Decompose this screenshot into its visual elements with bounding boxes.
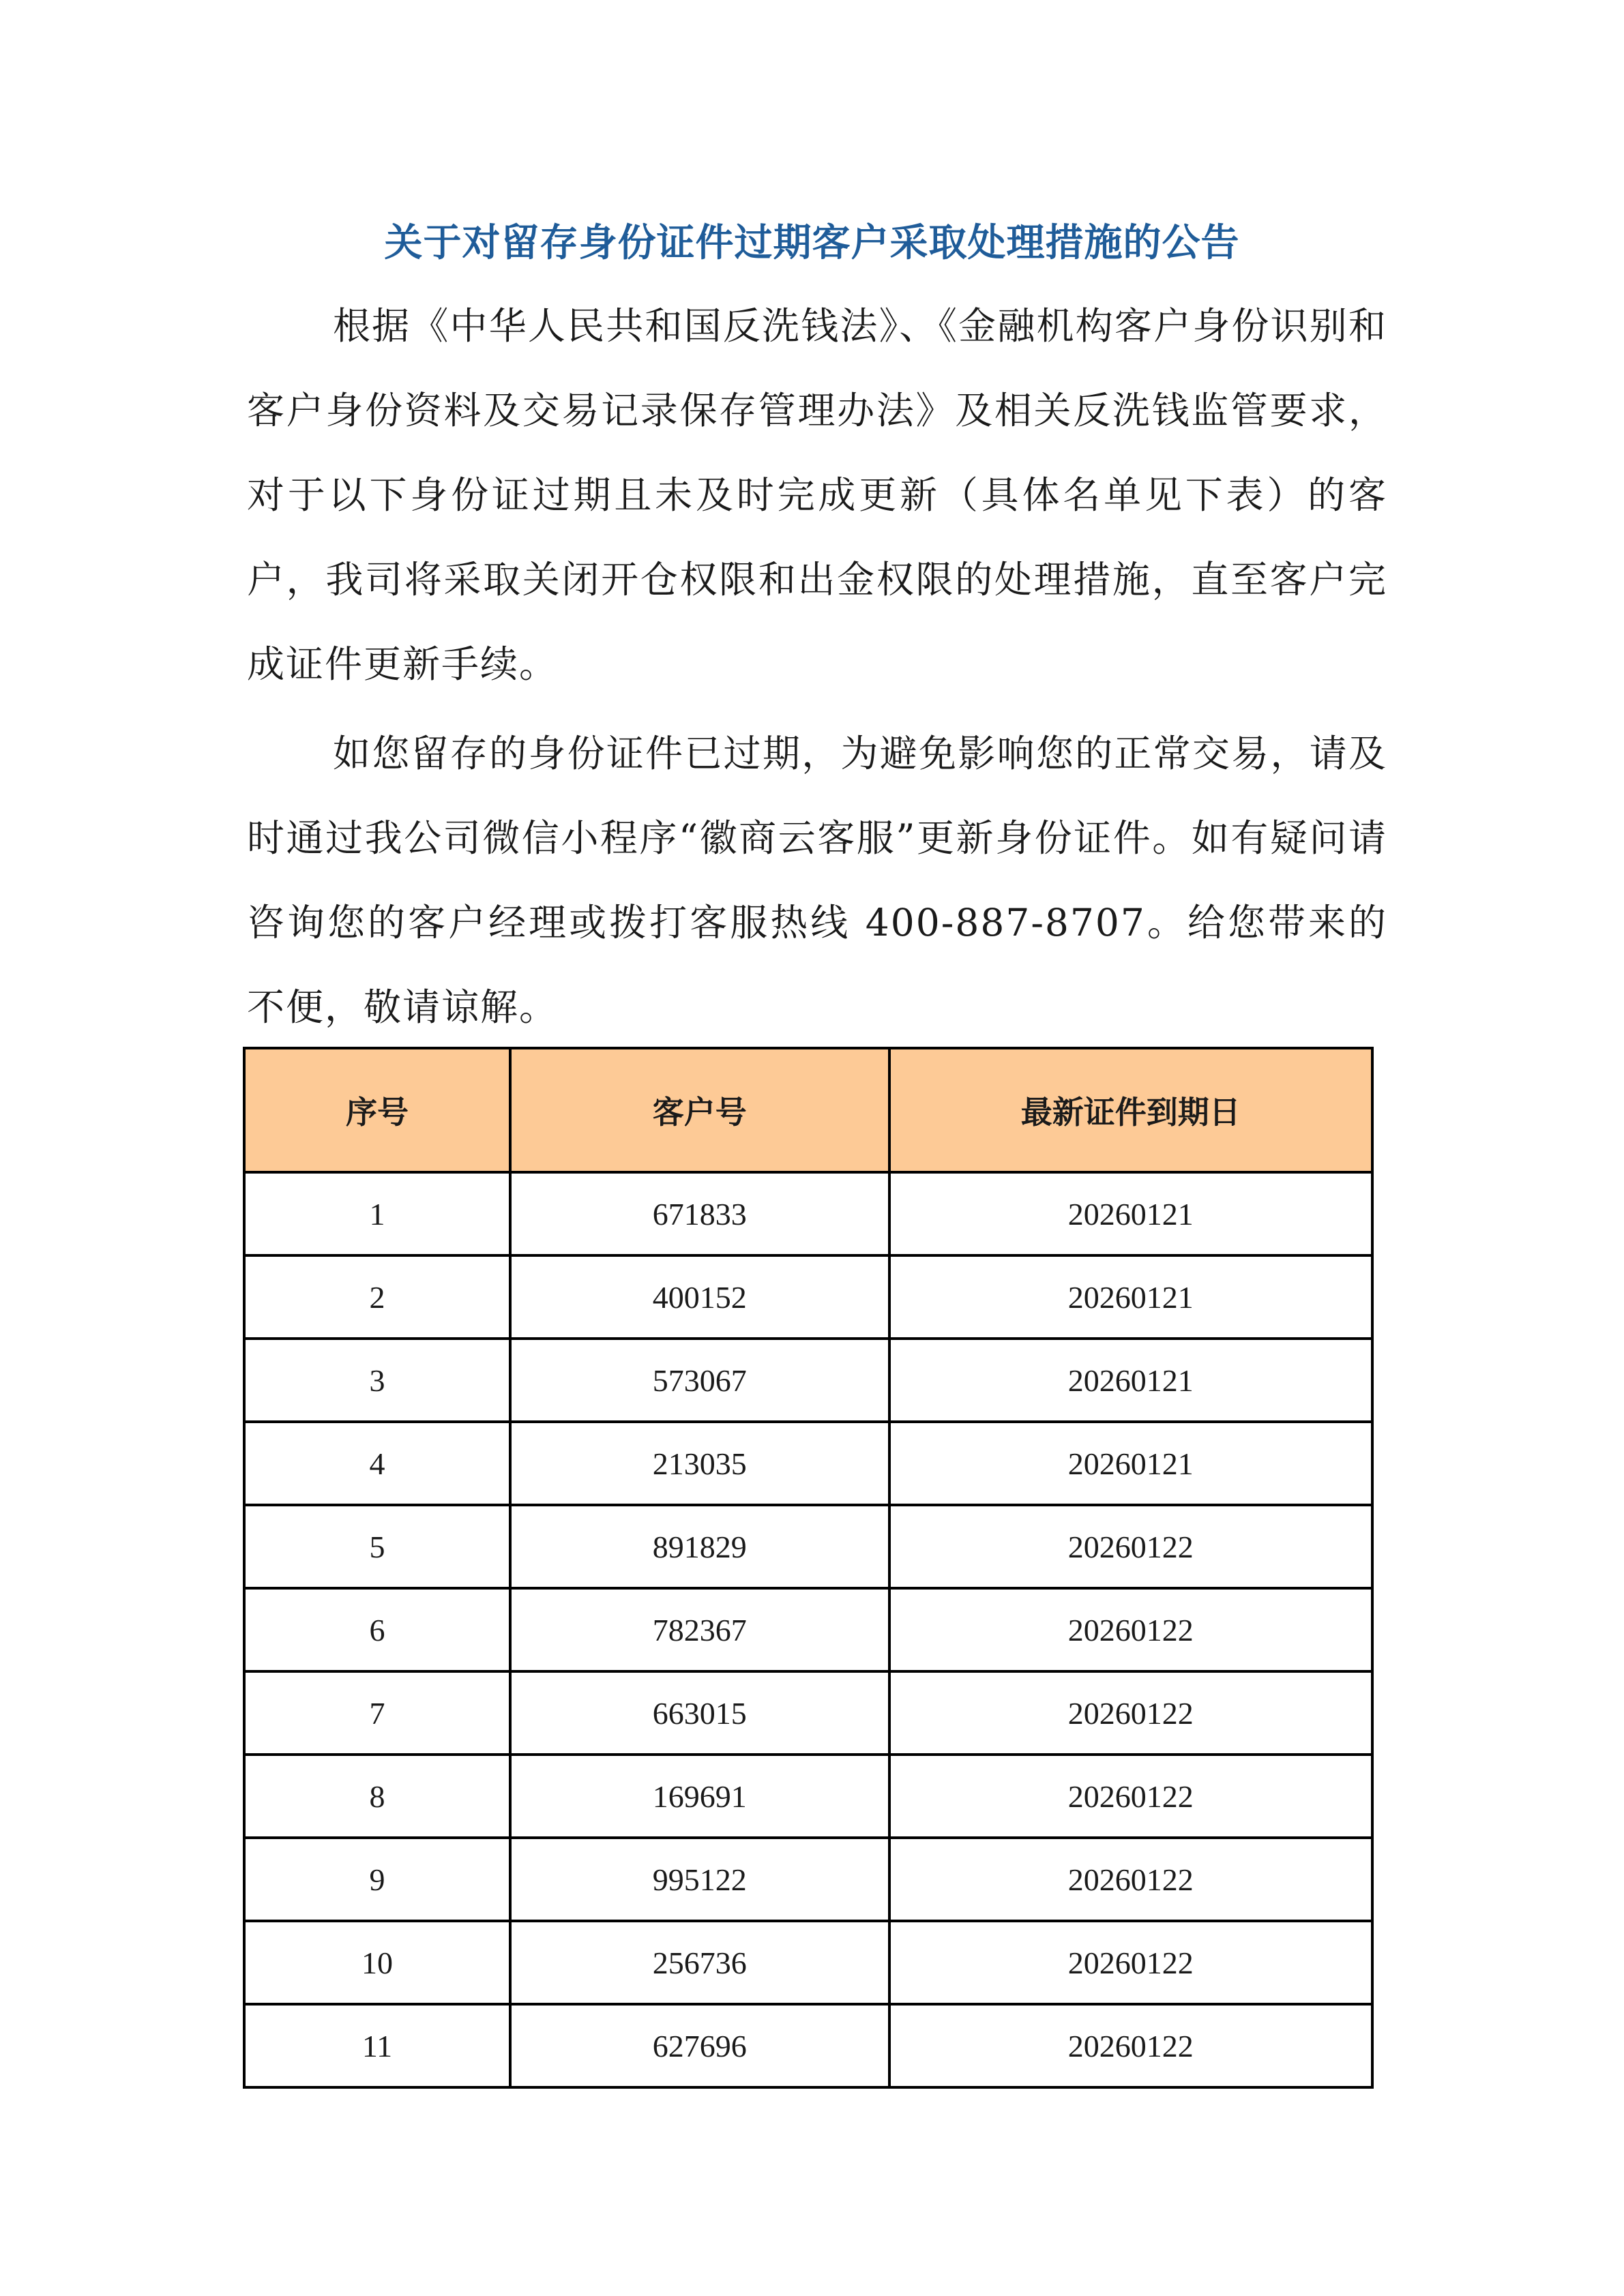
cell-serial: 7	[244, 1671, 510, 1755]
table-row	[244, 1671, 1372, 1755]
table-row	[244, 1588, 1372, 1671]
cell-expiry-date: 20260122	[889, 1671, 1372, 1755]
cell-serial: 11	[244, 2004, 510, 2087]
cell-expiry-date: 20260122	[889, 1505, 1372, 1588]
cell-customer-id: 169691	[510, 1755, 889, 1838]
cell-expiry-date: 20260122	[889, 1588, 1372, 1671]
paragraph-instructions: 如您留存的身份证件已过期，为避免影响您的正常交易，请及时通过我公司微信小程序“徽商云客服”更新身份证件。如有疑问请咨询您的客户经理或拨打客服热线 400-887-8707。给您带来的不便，敬请谅解。	[247, 732, 1387, 1029]
cell-serial: 8	[244, 1755, 510, 1838]
header-id-expiry-date: 最新证件到期日	[889, 1048, 1372, 1172]
table-row	[244, 1339, 1372, 1422]
table-row	[244, 1505, 1372, 1588]
cell-serial: 10	[244, 1921, 510, 2004]
cell-expiry-date: 20260122	[889, 2004, 1372, 2087]
cell-customer-id: 782367	[510, 1588, 889, 1671]
cell-serial: 9	[244, 1838, 510, 1921]
cell-serial: 5	[244, 1505, 510, 1588]
cell-customer-id: 663015	[510, 1671, 889, 1755]
cell-serial: 3	[244, 1339, 510, 1422]
header-customer-id: 客户号	[510, 1048, 889, 1172]
table-row	[244, 1755, 1372, 1838]
cell-serial: 1	[244, 1172, 510, 1255]
table-header-row	[244, 1048, 1372, 1172]
table-row	[244, 1921, 1372, 2004]
cell-expiry-date: 20260121	[889, 1422, 1372, 1505]
announcement-title: 关于对留存身份证件过期客户采取处理措施的公告	[384, 220, 1240, 265]
cell-serial: 2	[244, 1255, 510, 1339]
paragraph-regulation: 根据《中华人民共和国反洗钱法》、《金融机构客户身份识别和客户身份资料及交易记录保存管理办法》及相关反洗钱监管要求，对于以下身份证过期且未及时完成更新（具体名单见下表）的客户，我司将采取关闭开仓权限和出金权限的处理措施，直至客户完成证件更新手续。	[247, 304, 1387, 686]
cell-expiry-date: 20260121	[889, 1172, 1372, 1255]
cell-customer-id: 891829	[510, 1505, 889, 1588]
cell-customer-id: 671833	[510, 1172, 889, 1255]
expired-id-customer-table	[243, 1047, 1374, 2089]
table-row	[244, 1172, 1372, 1255]
cell-expiry-date: 20260121	[889, 1255, 1372, 1339]
cell-customer-id: 256736	[510, 1921, 889, 2004]
cell-expiry-date: 20260122	[889, 1921, 1372, 2004]
cell-customer-id: 213035	[510, 1422, 889, 1505]
table-row	[244, 1422, 1372, 1505]
cell-expiry-date: 20260121	[889, 1339, 1372, 1422]
cell-serial: 4	[244, 1422, 510, 1505]
table-row	[244, 2004, 1372, 2087]
cell-expiry-date: 20260122	[889, 1755, 1372, 1838]
cell-customer-id: 627696	[510, 2004, 889, 2087]
table-row	[244, 1838, 1372, 1921]
cell-customer-id: 995122	[510, 1838, 889, 1921]
cell-expiry-date: 20260122	[889, 1838, 1372, 1921]
cell-customer-id: 400152	[510, 1255, 889, 1339]
cell-customer-id: 573067	[510, 1339, 889, 1422]
table-row	[244, 1255, 1372, 1339]
header-serial-number: 序号	[244, 1048, 510, 1172]
cell-serial: 6	[244, 1588, 510, 1671]
